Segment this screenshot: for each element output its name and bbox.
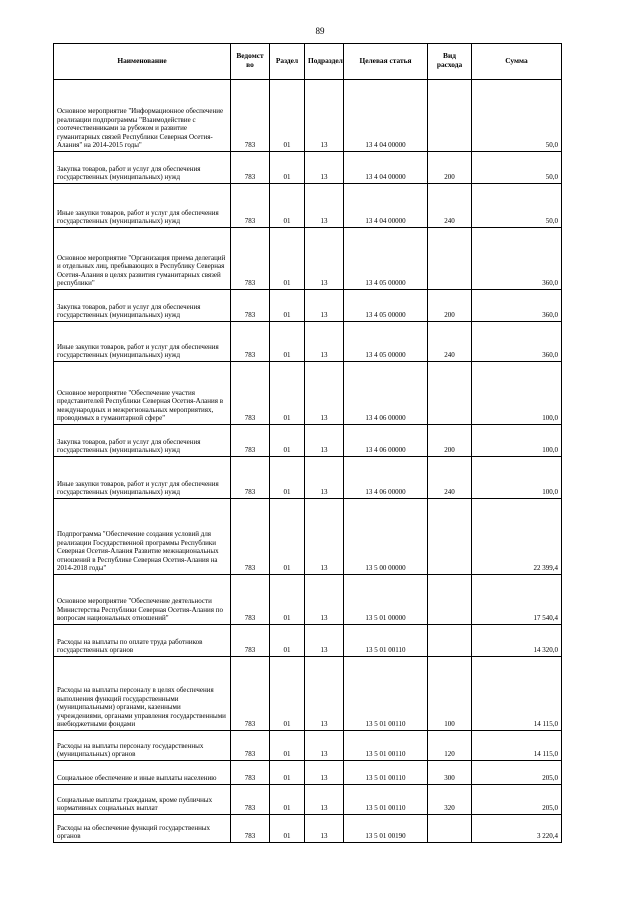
cell-dept: 783	[231, 425, 270, 457]
cell-name: Закупка товаров, работ и услуг для обеспечения государственных (муниципальных) нужд	[54, 152, 231, 184]
cell-expense-type: 240	[428, 457, 472, 499]
cell-name: Социальные выплаты гражданам, кроме публичных нормативных социальных выплат	[54, 785, 231, 815]
cell-subsection: 13	[305, 184, 344, 228]
cell-name: Иные закупки товаров, работ и услуг для обеспечения государственных (муниципальных) нужд	[54, 184, 231, 228]
cell-article: 13 4 05 00000	[344, 290, 428, 322]
cell-article: 13 4 04 00000	[344, 184, 428, 228]
cell-section: 01	[270, 184, 305, 228]
cell-section: 01	[270, 625, 305, 657]
table-row	[54, 575, 562, 625]
cell-expense-type: 240	[428, 322, 472, 362]
cell-name: Иные закупки товаров, работ и услуг для обеспечения государственных (муниципальных) нужд	[54, 457, 231, 499]
cell-section: 01	[270, 228, 305, 290]
cell-section: 01	[270, 815, 305, 843]
cell-dept: 783	[231, 815, 270, 843]
cell-amount: 360,0	[472, 228, 562, 290]
cell-dept: 783	[231, 575, 270, 625]
cell-amount: 50,0	[472, 80, 562, 152]
cell-section: 01	[270, 731, 305, 761]
cell-expense-type: 300	[428, 761, 472, 785]
budget-table	[53, 43, 562, 843]
cell-dept: 783	[231, 228, 270, 290]
cell-dept: 783	[231, 761, 270, 785]
cell-article: 13 5 01 00110	[344, 625, 428, 657]
cell-amount: 17 540,4	[472, 575, 562, 625]
cell-amount: 14 320,0	[472, 625, 562, 657]
cell-subsection: 13	[305, 657, 344, 731]
cell-name: Основное мероприятие "Обеспечение участия представителей Республики Северная Осетия-Алания в международных и межрегиональных мероприятиях, проводимых в гуманитарной сфере"	[54, 362, 231, 425]
cell-expense-type	[428, 80, 472, 152]
cell-article: 13 5 01 00110	[344, 657, 428, 731]
cell-article: 13 5 01 00190	[344, 815, 428, 843]
cell-amount: 100,0	[472, 362, 562, 425]
cell-expense-type	[428, 625, 472, 657]
cell-amount: 14 115,0	[472, 731, 562, 761]
cell-dept: 783	[231, 152, 270, 184]
cell-name: Подпрограмма "Обеспечение создания условий для реализации Государственной программы Республики Северная Осетия-Алания Развитие межнациональных отношений в Республике Северная Осетия-Алания на 2014-2018 годы"	[54, 499, 231, 575]
cell-article: 13 4 04 00000	[344, 80, 428, 152]
cell-subsection: 13	[305, 152, 344, 184]
table-row	[54, 785, 562, 815]
cell-expense-type	[428, 815, 472, 843]
cell-subsection: 13	[305, 425, 344, 457]
cell-expense-type	[428, 362, 472, 425]
table-row	[54, 362, 562, 425]
cell-subsection: 13	[305, 815, 344, 843]
header-expense-type: Вид расхода	[428, 44, 472, 80]
cell-amount: 100,0	[472, 425, 562, 457]
cell-article: 13 5 01 00000	[344, 575, 428, 625]
cell-expense-type	[428, 499, 472, 575]
cell-amount: 100,0	[472, 457, 562, 499]
cell-article: 13 4 05 00000	[344, 228, 428, 290]
cell-subsection: 13	[305, 731, 344, 761]
cell-dept: 783	[231, 184, 270, 228]
cell-subsection: 13	[305, 322, 344, 362]
table-row	[54, 761, 562, 785]
cell-article: 13 5 01 00110	[344, 731, 428, 761]
table-row	[54, 625, 562, 657]
header-section: Раздел	[270, 44, 305, 80]
table-row	[54, 184, 562, 228]
cell-dept: 783	[231, 731, 270, 761]
cell-expense-type: 200	[428, 425, 472, 457]
cell-amount: 22 399,4	[472, 499, 562, 575]
cell-name: Иные закупки товаров, работ и услуг для обеспечения государственных (муниципальных) нужд	[54, 322, 231, 362]
page-number: 89	[315, 26, 325, 36]
cell-section: 01	[270, 80, 305, 152]
cell-name: Расходы на выплаты по оплате труда работников государственных органов	[54, 625, 231, 657]
cell-dept: 783	[231, 362, 270, 425]
cell-subsection: 13	[305, 499, 344, 575]
table-row	[54, 322, 562, 362]
cell-name: Социальное обеспечение и иные выплаты населению	[54, 761, 231, 785]
cell-expense-type: 200	[428, 152, 472, 184]
cell-dept: 783	[231, 457, 270, 499]
cell-article: 13 4 06 00000	[344, 362, 428, 425]
cell-dept: 783	[231, 785, 270, 815]
cell-dept: 783	[231, 625, 270, 657]
cell-section: 01	[270, 575, 305, 625]
cell-expense-type: 320	[428, 785, 472, 815]
cell-dept: 783	[231, 657, 270, 731]
cell-subsection: 13	[305, 80, 344, 152]
cell-amount: 3 220,4	[472, 815, 562, 843]
cell-amount: 50,0	[472, 184, 562, 228]
table-row	[54, 152, 562, 184]
cell-amount: 360,0	[472, 290, 562, 322]
cell-amount: 205,0	[472, 785, 562, 815]
cell-amount: 360,0	[472, 322, 562, 362]
cell-expense-type: 200	[428, 290, 472, 322]
table-row	[54, 815, 562, 843]
cell-subsection: 13	[305, 575, 344, 625]
header-subsection: Подраздел	[305, 44, 344, 80]
cell-article: 13 5 01 00110	[344, 761, 428, 785]
header-name: Наименование	[54, 44, 231, 80]
cell-name: Расходы на обеспечение функций государственных органов	[54, 815, 231, 843]
cell-section: 01	[270, 322, 305, 362]
cell-name: Закупка товаров, работ и услуг для обеспечения государственных (муниципальных) нужд	[54, 290, 231, 322]
cell-subsection: 13	[305, 290, 344, 322]
header-article: Целевая статья	[344, 44, 428, 80]
cell-section: 01	[270, 761, 305, 785]
cell-subsection: 13	[305, 457, 344, 499]
cell-dept: 783	[231, 80, 270, 152]
cell-amount: 205,0	[472, 761, 562, 785]
table-row	[54, 457, 562, 499]
cell-section: 01	[270, 657, 305, 731]
cell-article: 13 5 00 00000	[344, 499, 428, 575]
cell-article: 13 4 06 00000	[344, 425, 428, 457]
cell-section: 01	[270, 499, 305, 575]
cell-amount: 14 115,0	[472, 657, 562, 731]
header-amount: Сумма	[472, 44, 562, 80]
table-row	[54, 290, 562, 322]
cell-subsection: 13	[305, 228, 344, 290]
table-row	[54, 425, 562, 457]
cell-section: 01	[270, 290, 305, 322]
cell-name: Закупка товаров, работ и услуг для обеспечения государственных (муниципальных) нужд	[54, 425, 231, 457]
cell-dept: 783	[231, 290, 270, 322]
header-dept: Ведомст во	[231, 44, 270, 80]
cell-article: 13 5 01 00110	[344, 785, 428, 815]
cell-name: Основное мероприятие "Информационное обеспечение реализации подпрограммы "Взаимодействие с соотечественниками за рубежом и развитие гуманитарных связей Республики Северная Осетия-Алания" на 2014-2015 годы"	[54, 80, 231, 152]
table-row	[54, 657, 562, 731]
cell-expense-type	[428, 575, 472, 625]
cell-expense-type	[428, 228, 472, 290]
cell-dept: 783	[231, 322, 270, 362]
table-row	[54, 228, 562, 290]
cell-subsection: 13	[305, 761, 344, 785]
table-row	[54, 731, 562, 761]
cell-article: 13 4 06 00000	[344, 457, 428, 499]
table-header-row	[54, 44, 562, 80]
cell-dept: 783	[231, 499, 270, 575]
cell-name: Основное мероприятие "Обеспечение деятельности Министерства Республики Северная Осетия-Алания по вопросам национальных отношений"	[54, 575, 231, 625]
cell-subsection: 13	[305, 785, 344, 815]
cell-expense-type: 240	[428, 184, 472, 228]
cell-name: Расходы на выплаты персоналу государственных (муниципальных) органов	[54, 731, 231, 761]
cell-section: 01	[270, 425, 305, 457]
cell-expense-type: 100	[428, 657, 472, 731]
table-row	[54, 80, 562, 152]
cell-section: 01	[270, 457, 305, 499]
cell-article: 13 4 05 00000	[344, 322, 428, 362]
cell-section: 01	[270, 362, 305, 425]
cell-name: Основное мероприятие "Организация приема делегаций и отдельных лиц, пребывающих в Республику Северная Осетия-Алания в целях развития гуманитарных связей республики"	[54, 228, 231, 290]
cell-name: Расходы на выплаты персоналу в целях обеспечения выполнения функций государственными (муниципальными) органами, казенными учреждениями, органами управления государственными внебюджетными фондами	[54, 657, 231, 731]
cell-amount: 50,0	[472, 152, 562, 184]
table-row	[54, 499, 562, 575]
cell-expense-type: 120	[428, 731, 472, 761]
cell-article: 13 4 04 00000	[344, 152, 428, 184]
cell-section: 01	[270, 785, 305, 815]
cell-section: 01	[270, 152, 305, 184]
cell-subsection: 13	[305, 625, 344, 657]
cell-subsection: 13	[305, 362, 344, 425]
